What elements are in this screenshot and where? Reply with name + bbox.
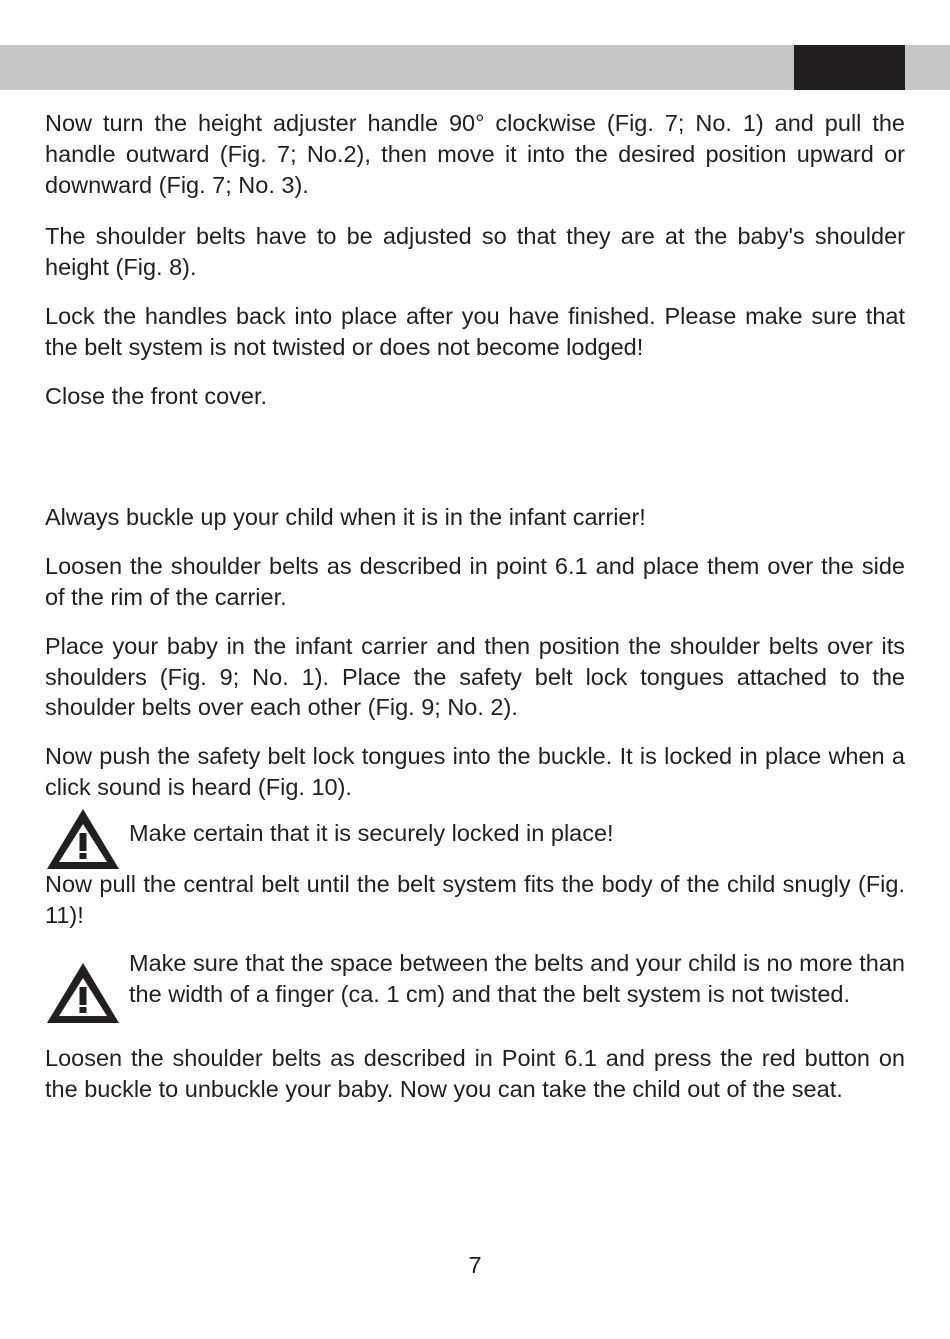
paragraph-unbuckle: Loosen the shoulder belts as described in Point 6.1 and press the red button on the buckle to unbuckle your baby. Now you can take the child out of the seat. — [45, 1045, 905, 1103]
paragraph-pull-central-belt: Now pull the central belt until the belt system fits the body of the child snugly (Fig. 11)! — [45, 870, 905, 928]
warning-belt-space-text: Make sure that the space between the belts and your child is no more than the width of a finger (ca. 1 cm) and that the belt system is not twisted. — [129, 950, 905, 1008]
warning-locked — [45, 807, 905, 871]
paragraph-shoulder-belts-height: The shoulder belts have to be adjusted so that they are at the baby's shoulder height (Fig. 8). — [45, 223, 905, 281]
header-tab — [794, 45, 905, 90]
paragraph-loosen-belts: Loosen the shoulder belts as described in point 6.1 and place them over the side of the rim of the carrier. — [45, 553, 905, 610]
page-number: 7 — [468, 1252, 482, 1278]
page-content — [45, 108, 905, 1105]
paragraph-place-baby: Place your baby in the infant carrier and then position the shoulder belts over its shoulders (Fig. 9; No. 1). Place the safety belt lock tongues attached to the shoulder belts over each other (Fig. 9; No. 2). — [45, 632, 905, 721]
warning-triangle-icon — [45, 948, 121, 1025]
warning-triangle-icon — [45, 807, 121, 871]
warning-belt-space — [45, 948, 905, 1025]
paragraph-push-tongues: Now push the safety belt lock tongues into the buckle. It is locked in place when a click sound is heard (Fig. 10). — [45, 743, 905, 800]
paragraph-height-adjuster: Now turn the height adjuster handle 90° clockwise (Fig. 7; No. 1) and pull the handle outward (Fig. 7; No.2), then move it into the desired position upward or downward (Fig. 7; No. 3). — [45, 110, 905, 198]
paragraph-close-cover: Close the front cover. — [45, 382, 268, 409]
paragraph-always-buckle: Always buckle up your child when it is in the infant carrier! — [45, 504, 646, 531]
paragraph-lock-handles: Lock the handles back into place after you have finished. Please make sure that the belt system is not twisted or does not become lodged! — [45, 302, 905, 360]
warning-locked-text: Make certain that it is securely locked in place! — [129, 819, 614, 846]
